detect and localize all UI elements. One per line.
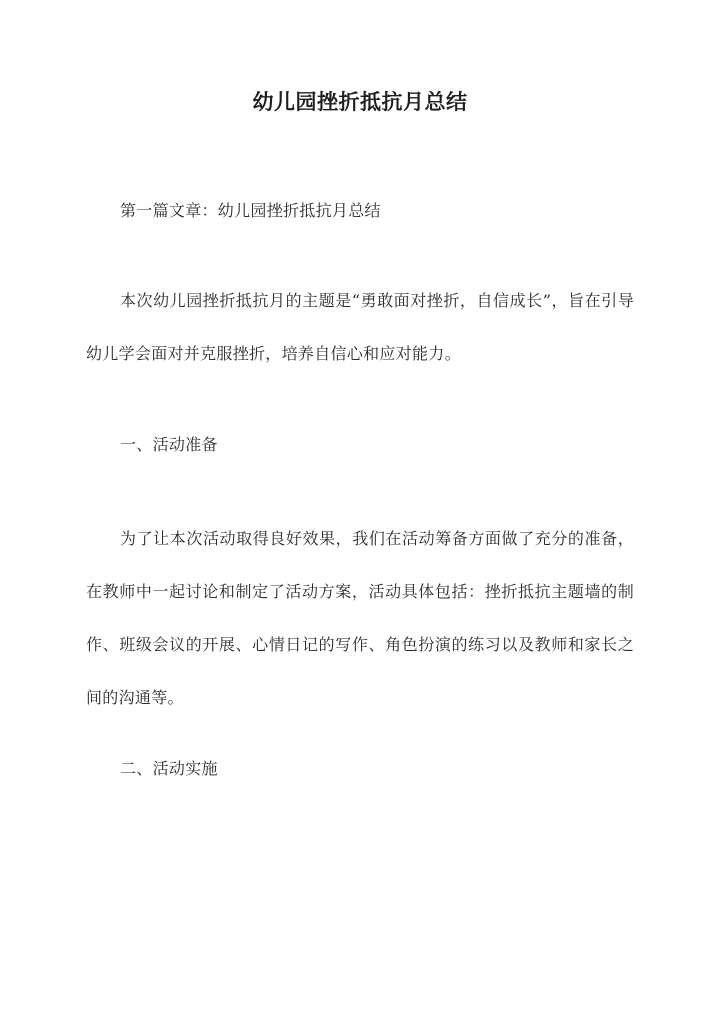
document-title: 幼儿园挫折抵抗月总结 bbox=[252, 89, 468, 114]
section-body-preparation: 为了让本次活动取得良好效果，我们在活动筹备方面做了充分的准备，在教师中一起讨论和制定了活动方案，活动具体包括：挫折抵抗主题墙的制作、班级会议的开展、心情日记的写作、角色扮演的练习以及教师和家长之间的沟通等。 bbox=[86, 529, 634, 707]
section-heading-preparation: 一、活动准备 bbox=[120, 435, 218, 454]
intro-paragraph: 本次幼儿园挫折抵抗月的主题是“勇敢面对挫折，自信成长”，旨在引导幼儿学会面对并克服挫折，培养自信心和应对能力。 bbox=[86, 291, 634, 363]
document-subtitle: 第一篇文章：幼儿园挫折抵抗月总结 bbox=[120, 201, 381, 220]
section-heading-implementation: 二、活动实施 bbox=[120, 759, 218, 778]
